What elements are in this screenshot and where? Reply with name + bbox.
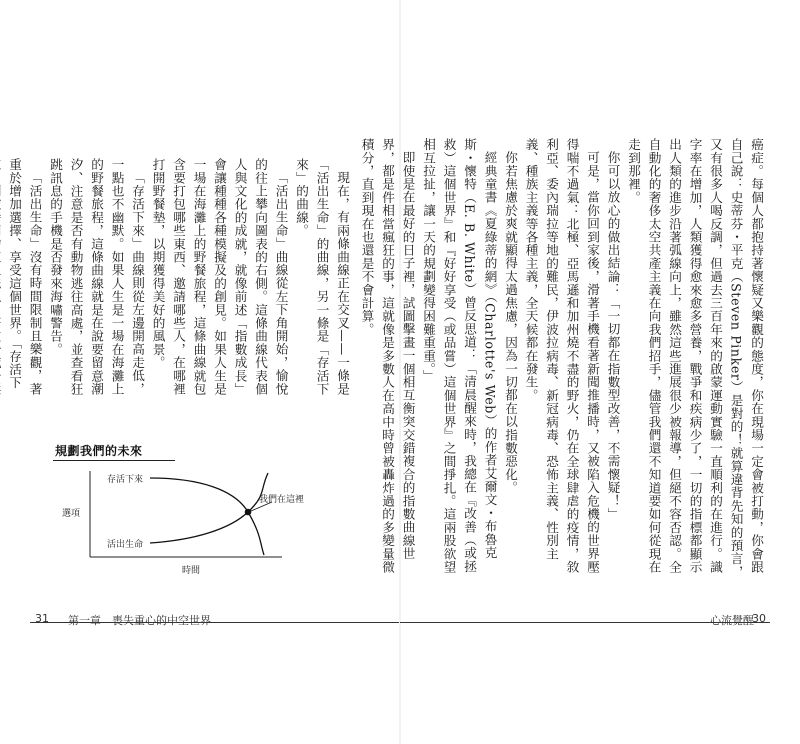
left-page-body — [7, 158, 352, 396]
right-page-number: 30 — [752, 612, 766, 625]
paragraph: 「活出生命」曲線從左下角開始，愉悅的往上攀向圖表的右側。這條曲線代表個人與文化的成就，就像前述「指數成長」會讓種種各種模擬及的創見。如果人生是一場在海灘上的野餐旅程，這條曲線就包含要打包哪些東西、邀請哪些人，在哪裡打開野餐墊，以期獲得美好的風景。 — [150, 158, 289, 396]
paragraph: 你可以放心的做出結論：「一切都在指數型改善，不需懷疑！」 — [605, 150, 621, 521]
left-page-number: 31 — [35, 612, 49, 625]
x-axis-label: 時間 — [182, 566, 201, 576]
survive-curve-label: 存活下來 — [107, 475, 144, 485]
paragraph: 現在，有兩條曲線正在交叉——一條是「活出生命」的曲線，另一條是「存活下來」的曲線。 — [294, 158, 350, 396]
left-footer-rule — [30, 622, 400, 623]
paragraph: 你若焦慮於爽就顯得太過焦慮，因為一切都在以指數惡化。 — [503, 150, 518, 494]
right-page-body — [359, 138, 766, 583]
paragraph: 可是，當你回到家後，滑著手機看著新聞推播時，又被陷入危機的世界壓得喘不過氣：北極、亞馬遜和加州燒不盡的野火，仍在全球肆虐的疫情，敘利亞、委內瑞拉等地的難民，伊波拉病毒、新冠病毒、恐怖主義、性別主義、種族主義等各種主義，全天候都在發生。 — [523, 138, 600, 574]
right-running-head: 心流覺醒 — [710, 614, 754, 627]
paragraph: 癌症。每個人都抱持著懷疑又樂觀的態度，你在現場一定會被打動，你會跟自己說：史蒂芬・平克（Steven Pinker）是對的！就算違背先知的預言，又有很多人喝反調，但過去三百年來的啟蒙運動實驗一直順利的在進行。識字率在增加，人類獲得愈來愈多營養，戰爭和疾病少了，一切的指標都顯示出人類的進步沿著弧線向上，雖然這些進展很少被報導，但絕不容否認。全自動化的奢侈太空共產主義在向我們招手，儘管我們還不知道要如何從現在走到那裡。 — [626, 138, 764, 579]
paragraph: 即使是在最好的日子裡，試圖擊畫一個相互衡突交錯複合的指數曲線世界，都是件相當瘋狂的事，這就像是多數人在高中時曾被轟炸過的多變量微積分，直到現在也還是不會計算。 — [359, 138, 416, 574]
left-running-head: 第一章 喪失重心的中空世界 — [68, 614, 211, 627]
paragraph: 經典童書《夏綠蒂的網》（Charlotte's Web）的作者艾爾文・布魯克斯・懷特（E. B. White）曾反思道：「清晨醒來時，我總在『改善（或拯救）這個世界』和『好好享受（或品嘗）這個世界』之間掙扎。這兩股欲望相互拉扯，讓一天的規劃變得困難重重。」 — [421, 138, 498, 574]
right-footer-rule — [400, 622, 770, 623]
figure-title-underline — [53, 460, 175, 461]
survive-curve — [150, 478, 264, 555]
intersection-point — [245, 509, 252, 516]
paragraph: 「活出生命」沒有時間限制且樂觀，著重於增加選擇、享受這個世界。「存活下 — [7, 158, 43, 395]
y-axis-label: 選項 — [62, 509, 81, 519]
future-curves-diagram — [50, 465, 305, 580]
right-page — [359, 0, 800, 744]
live-curve-label: 活出生命 — [107, 540, 144, 550]
paragraph: 「存活下來」曲線則從左邊開高走低，一點也不幽默。如果人生是一場在海灘上的野餐旅程，這條曲線就是在說要留意潮汐、注意是否有動物逃往高處，並查看狂跳訊息的手機是否發來海嘯警告。 — [48, 158, 145, 396]
figure-title: 規劃我們的未來 — [55, 444, 143, 458]
intersection-label: 我們在這裡 — [259, 495, 305, 505]
live-curve — [150, 473, 268, 543]
